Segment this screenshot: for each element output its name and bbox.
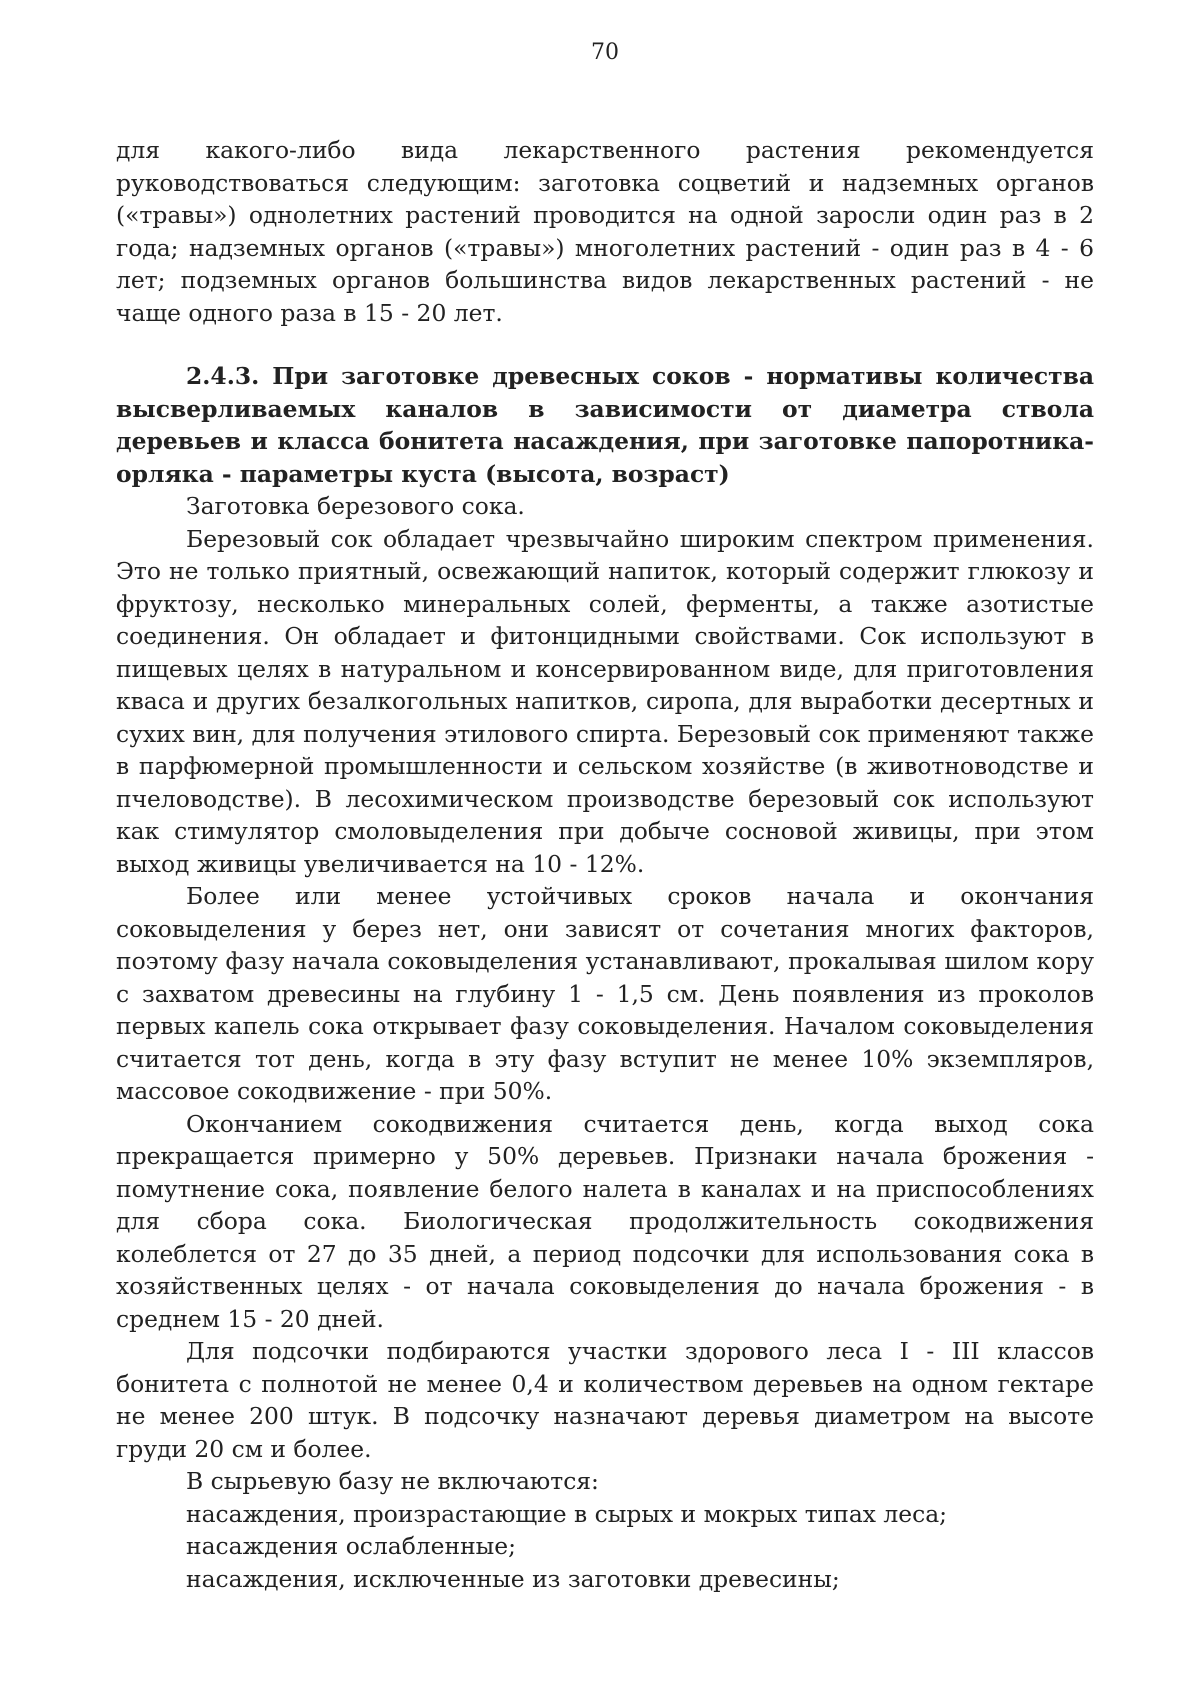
- paragraph-sap-flow-end: Окончанием сокодвижения считается день, когда выход сока прекращается примерно у 50% деревьев. Признаки начала брожения - помутнение сока, появление белого налета в каналах и на приспособлениях для сбора сока. Биологическая продолжительность сокодвижения колеблется от 27 до 35 дней, а период подсочки для использования сока в хозяйственных целях - от начала соковыделения до начала брожения - в среднем 15 - 20 дней.: [116, 1109, 1094, 1333]
- list-item: насаждения, произрастающие в сырых и мокрых типах леса;: [186, 1499, 948, 1528]
- list-item: насаждения, исключенные из заготовки древесины;: [186, 1564, 840, 1593]
- paragraph-tapping-selection: Для подсочки подбираются участки здорового леса I - III классов бонитета с полнотой не менее 0,4 и количеством деревьев на одном гектаре не менее 200 штук. В подсочку назначают деревья диаметром на высоте груди 20 см и более.: [116, 1337, 1094, 1463]
- section-heading: 2.4.3. При заготовке древесных соков - нормативы количества высверливаемых каналов в зависимости от диаметра ствола деревьев и класса бонитета насаждения, при заготовке папоротника-орляка - параметры куста (высота, возраст): [116, 362, 1094, 488]
- paragraph-continued: для какого-либо вида лекарственного растения рекомендуется руководствоваться следующим: заготовка соцветий и надземных органов («травы») однолетних растений проводится на одной заросли один раз в 2 года; надземных органов («травы») многолетних растений - один раз в 4 - 6 лет; подземных органов большинства видов лекарственных растений - не чаще одного раза в 15 - 20 лет.: [116, 136, 1094, 327]
- page-number: 70: [591, 40, 619, 65]
- paragraph-birch-sap-uses: Березовый сок обладает чрезвычайно широким спектром применения. Это не только приятный, освежающий напиток, который содержит глюкозу и фруктозу, несколько минеральных солей, ферменты, а также азотистые соединения. Он обладает и фитонцидными свойствами. Сок используют в пищевых целях в натуральном и консервированном виде, для приготовления кваса и других безалкогольных напитков, сиропа, для выработки десертных и сухих вин, для получения этилового спирта. Березовый сок применяют также в парфюмерной промышленности и сельском хозяйстве (в животноводстве и пчеловодстве). В лесохимическом производстве березовый сок используют как стимулятор смоловыделения при добыче сосновой живицы, при этом выход живицы увеличивается на 10 - 12%.: [116, 524, 1094, 878]
- list-item: насаждения ослабленные;: [186, 1532, 517, 1560]
- subsection-title: Заготовка березового сока.: [186, 492, 525, 520]
- page-content: [116, 134, 1094, 1595]
- list-intro: В сырьевую базу не включаются:: [186, 1467, 599, 1495]
- paragraph-sap-flow-start: Более или менее устойчивых сроков начала и окончания соковыделения у берез нет, они зависят от сочетания многих факторов, поэтому фазу начала соковыделения устанавливают, прокалывая шилом кору с захватом древесины на глубину 1 - 1,5 см. День появления из проколов первых капель сока открывает фазу соковыделения. Началом соковыделения считается тот день, когда в эту фазу вступит не менее 10% экземпляров, массовое сокодвижение - при 50%.: [116, 882, 1094, 1105]
